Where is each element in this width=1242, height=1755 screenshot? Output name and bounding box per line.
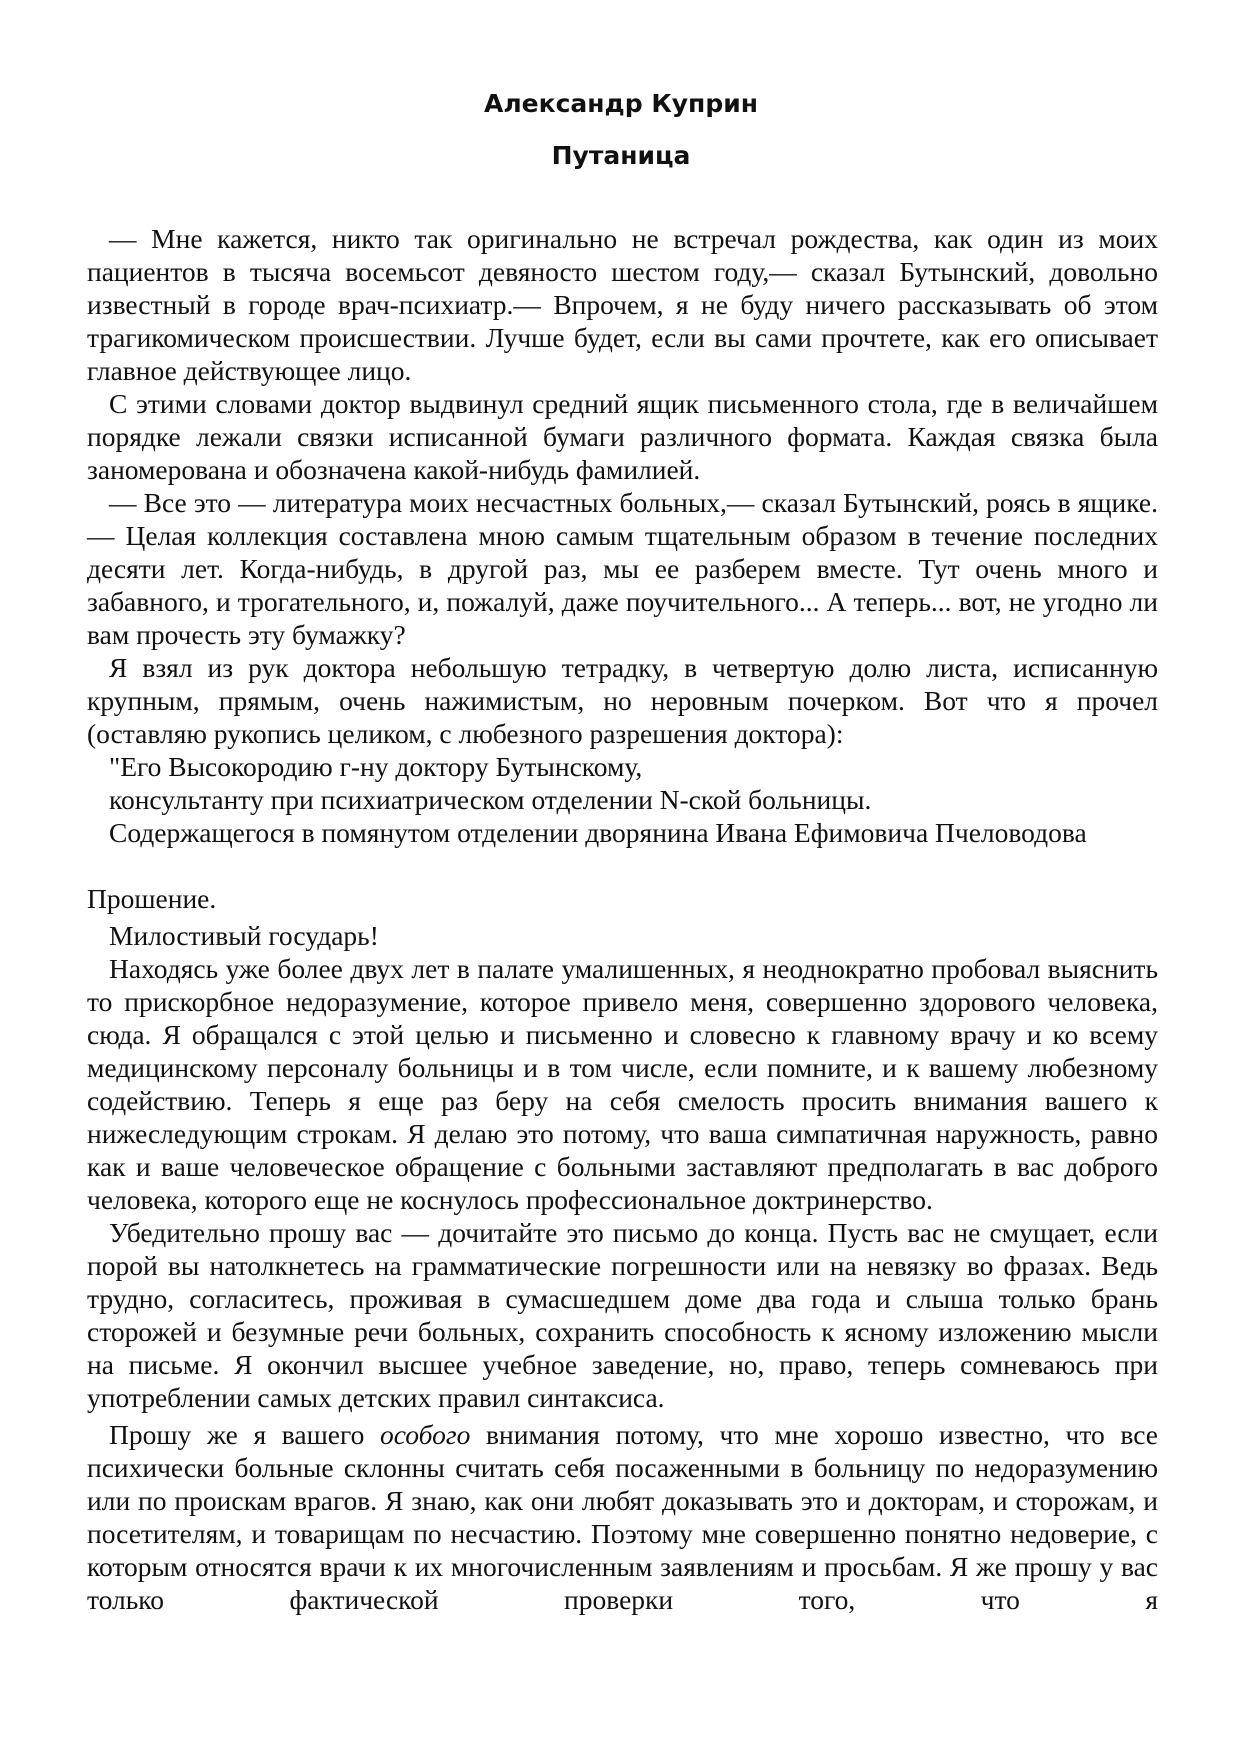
paragraph: — Мне кажется, никто так оригинально не встречал рождества, как один из моих пациентов в тысяча восемьсот девяносто шестом году,— сказал Бутынский, довольно известный в городе врач-психиатр.— Впрочем, я не буду ничего рассказывать об этом трагикомическом происшествии. Лучше будет, если вы сами прочтете, как его описывает главное действующее лицо.: [87, 223, 1158, 386]
paragraph: [87, 1418, 1158, 1616]
paragraph: Убедительно прошу вас — дочитайте это письмо до конца. Пусть вас не смущает, если порой вы натолкнетесь на грамматические погрешности или на невязку во фразах. Ведь трудно, согласитесь, проживая в сумасшедшем доме два года и слыша только брань сторожей и безумные речи больных, сохранить способность к ясному изложению мысли на письме. Я окончил высшее учебное заведение, но, право, теперь сомневаюсь при употреблении самых детских правил синтаксиса.: [87, 1217, 1158, 1413]
story-text: [87, 222, 1158, 1616]
letter-salutation: Милостивый государь!: [109, 920, 379, 951]
paragraph: — Все это — литература моих несчастных больных,— сказал Бутынский, роясь в ящике.— Целая коллекция составлена мною самым тщательным образом в течение последних десяти лет. Когда-нибудь, в другой раз, мы ее разберем вместе. Тут очень много и забавного, и трогательного, и, пожалуй, даже поучительного... А теперь... вот, не угодно ли вам прочесть эту бумажку?: [87, 487, 1158, 650]
story-title: Путаница: [551, 141, 691, 170]
letter-heading: Прошение.: [87, 883, 217, 914]
paragraph: Я взял из рук доктора небольшую тетрадку, в четвертую долю листа, исписанную крупным, прямым, очень нажимистым, но неровным почерком. Вот что я прочел (оставляю рукопись целиком, с любезного разрешения доктора):: [87, 652, 1158, 749]
letter-address-line: "Его Высокородию г-ну доктору Бутынскому,: [109, 751, 643, 782]
letter-address-line: консультанту при психиатрическом отделении N-ской больницы.: [109, 784, 872, 815]
italic-emphasis: особого: [380, 1419, 471, 1450]
paragraph-text: внимания потому, что мне хорошо известно, что все психически больные склонны считать себя посаженными в больницу по недоразумению или по проискам врагов. Я знаю, как они любят доказывать это и докторам, и сторожам, и посетителям, и товарищам по несчастию. Поэтому мне совершенно понятно недоверие, с которым относятся врачи к их многочисленным заявлениям и просьбам. Я же прошу у вас только фактической проверки того, что я: [87, 1419, 1158, 1615]
author-heading: Александр Куприн: [483, 89, 759, 118]
paragraph-text: Прошу же я вашего: [109, 1419, 380, 1450]
paragraph: Находясь уже более двух лет в палате умалишенных, я неоднократно пробовал выяснить то прискорбное недоразумение, которое привело меня, совершенно здорового человека, сюда. Я обращался с этой целью и письменно и словесно к главному врачу и ко всему медицинскому персоналу больницы и в том числе, если помните, и к вашему любезному содействию. Теперь я еще раз беру на себя смелость просить внимания вашего к нижеследующим строкам. Я делаю это потому, что ваша симпатичная наружность, равно как и ваше человеческое обращение с больными заставляют предполагать в вас доброго человека, которого еще не коснулось профессиональное доктринерство.: [87, 953, 1158, 1215]
paragraph: С этими словами доктор выдвинул средний ящик письменного стола, где в величайшем порядке лежали связки исписанной бумаги различного формата. Каждая связка была заномерована и обозначена какой-нибудь фамилией.: [87, 388, 1158, 485]
letter-address-line: Содержащегося в помянутом отделении дворянина Ивана Ефимовича Пчеловодова: [109, 817, 1087, 848]
